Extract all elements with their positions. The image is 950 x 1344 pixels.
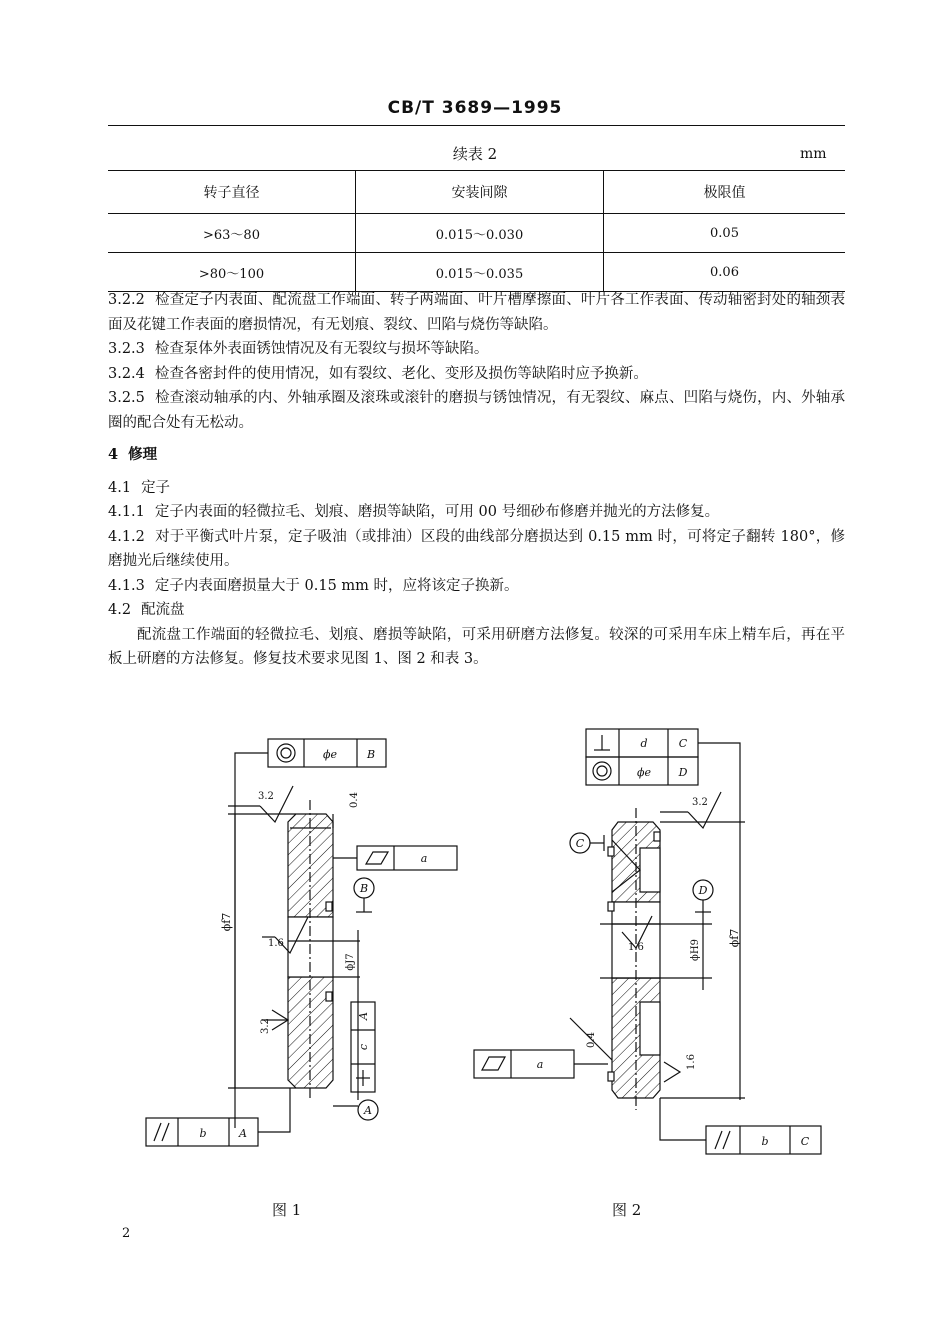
table-unit: mm [800, 146, 827, 162]
col-header: 转子直径 [108, 171, 356, 214]
table-cell: 0.015～0.030 [356, 214, 604, 253]
fcf-datum: A [239, 1127, 247, 1140]
fcf-concentricity [586, 757, 698, 785]
clause-text: 检查定子内表面、配流盘工作端面、转子两端面、叶片槽摩擦面、叶片各工作表面、传动轴密封处的轴颈表面及花键工作表面的磨损情况，有无划痕、裂纹、凹陷与烧伤等缺陷。 [108, 292, 845, 333]
fcf-datum: C [678, 737, 688, 750]
table-cell: 0.06 [604, 253, 846, 292]
clause-text: 检查滚动轴承的内、外轴承圈及滚珠或滚针的磨损与锈蚀情况，有无裂纹、麻点、凹陷与烧伤，内、外轴承圈的配合处有无松动。 [108, 390, 845, 431]
subsection-title: 定子 [141, 479, 171, 496]
clause-number: 4.1.3 [108, 577, 145, 594]
clause-number: 3.2.5 [108, 390, 145, 406]
page-number: 2 [122, 1226, 131, 1241]
clause-text: 定子内表面磨损量大于 0.15 mm 时，应将该定子换新。 [154, 577, 519, 594]
chamfer-value: 0.4 [586, 1032, 597, 1048]
pocket [640, 848, 660, 892]
fcf-datum: C [800, 1135, 810, 1148]
paragraph: 配流盘工作端面的轻微拉毛、划痕、磨损等缺陷，可采用研磨方法修复。较深的可采用车床上精车后，再在平板上研磨的方法修复。修复技术要求见图 1、图 2 和表 3。 [108, 626, 845, 667]
parallelism-icon [154, 1123, 161, 1141]
clause-number: 4.1.1 [108, 504, 145, 520]
subsection-number: 4.2 [108, 602, 132, 618]
roughness-value: 1.6 [628, 942, 644, 953]
groove [326, 992, 332, 1001]
roughness-value: 3.2 [692, 797, 708, 808]
fcf-value: a [536, 1058, 544, 1071]
fcf-value: d [640, 737, 648, 750]
section-number: 4 [108, 446, 119, 463]
table-cell: 0.015～0.035 [356, 253, 604, 292]
flatness-icon [482, 1057, 505, 1070]
table-cell: >63～80 [108, 214, 356, 253]
fcf-parallelism [146, 1118, 258, 1146]
fcf-perpendicularity [351, 1002, 375, 1092]
clause-number: 3.2.3 [108, 341, 145, 357]
roughness-value: 1.6 [686, 1054, 697, 1070]
concentricity-icon [281, 748, 291, 758]
roughness-value: 1.6 [268, 938, 284, 949]
figure-2-caption: 图 2 [612, 1201, 642, 1219]
fcf-perpendicularity [586, 729, 698, 757]
dim-outer: ϕf7 [220, 912, 233, 932]
subsection-title: 配流盘 [141, 602, 185, 618]
figure-1-caption: 图 1 [272, 1201, 302, 1219]
fcf-value: a [420, 852, 428, 865]
clause-text: 检查泵体外表面锈蚀情况及有无裂纹与损坏等缺陷。 [154, 341, 489, 357]
roughness-symbol [664, 1062, 680, 1082]
fcf-value: ϕe [636, 766, 652, 779]
clause-number: 4.1.2 [108, 528, 145, 545]
fcf-value: b [761, 1135, 769, 1148]
fcf-flatness [474, 1050, 574, 1078]
pocket [640, 1002, 660, 1055]
clause-number: 3.2.4 [108, 365, 145, 382]
table-cell: >80～100 [108, 253, 356, 292]
dim-inner: ϕJ7 [345, 953, 356, 971]
roughness-value: 3.2 [258, 791, 274, 802]
fcf-value: c [357, 1043, 370, 1051]
fcf-value: ϕe [322, 748, 338, 761]
fcf-datum: B [366, 748, 376, 761]
clause-number: 3.2.2 [108, 292, 145, 308]
fcf-datum: A [357, 1012, 370, 1020]
page-header: CB/T 3689—1995 [387, 98, 563, 118]
table-cell: 0.05 [604, 214, 846, 253]
clause-text: 对于平衡式叶片泵，定子吸油（或排油）区段的曲线部分磨损达到 0.15 mm 时，可将定子翻转 180°，修磨抛光后继续使用。 [108, 528, 845, 569]
datum-label: A [364, 1104, 372, 1117]
chamfer-value: 0.4 [349, 792, 360, 808]
concentricity-icon [277, 744, 295, 762]
datum-label: D [698, 884, 708, 897]
concentricity-icon [593, 762, 611, 780]
fcf-parallelism [706, 1126, 821, 1154]
table-caption: 续表 2 [452, 145, 498, 163]
dim-outer: ϕf7 [728, 928, 741, 948]
figure-1 [146, 739, 457, 1146]
section-title: 修理 [128, 446, 158, 463]
fcf-datum: D [678, 766, 688, 779]
dim-inner: ϕH9 [690, 939, 701, 961]
groove [326, 902, 332, 911]
fcf-concentricity [268, 739, 386, 767]
subsection-number: 4.1 [108, 479, 132, 496]
parallelism-icon [715, 1131, 722, 1149]
col-header: 安装间隙 [356, 171, 604, 214]
figure-2 [474, 729, 821, 1154]
datum-label: C [575, 837, 585, 850]
datum-label: B [359, 882, 369, 895]
col-header: 极限值 [604, 171, 846, 214]
clause-text: 检查各密封件的使用情况，如有裂纹、老化、变形及损伤等缺陷时应予换新。 [154, 365, 648, 382]
clause-text: 定子内表面的轻微拉毛、划痕、磨损等缺陷，可用 00 号细砂布修磨并抛光的方法修复。 [154, 504, 720, 520]
fcf-value: b [199, 1127, 207, 1140]
roughness-value: 3.2 [260, 1018, 271, 1034]
flatness-icon [366, 852, 388, 864]
fcf-flatness [357, 846, 457, 870]
